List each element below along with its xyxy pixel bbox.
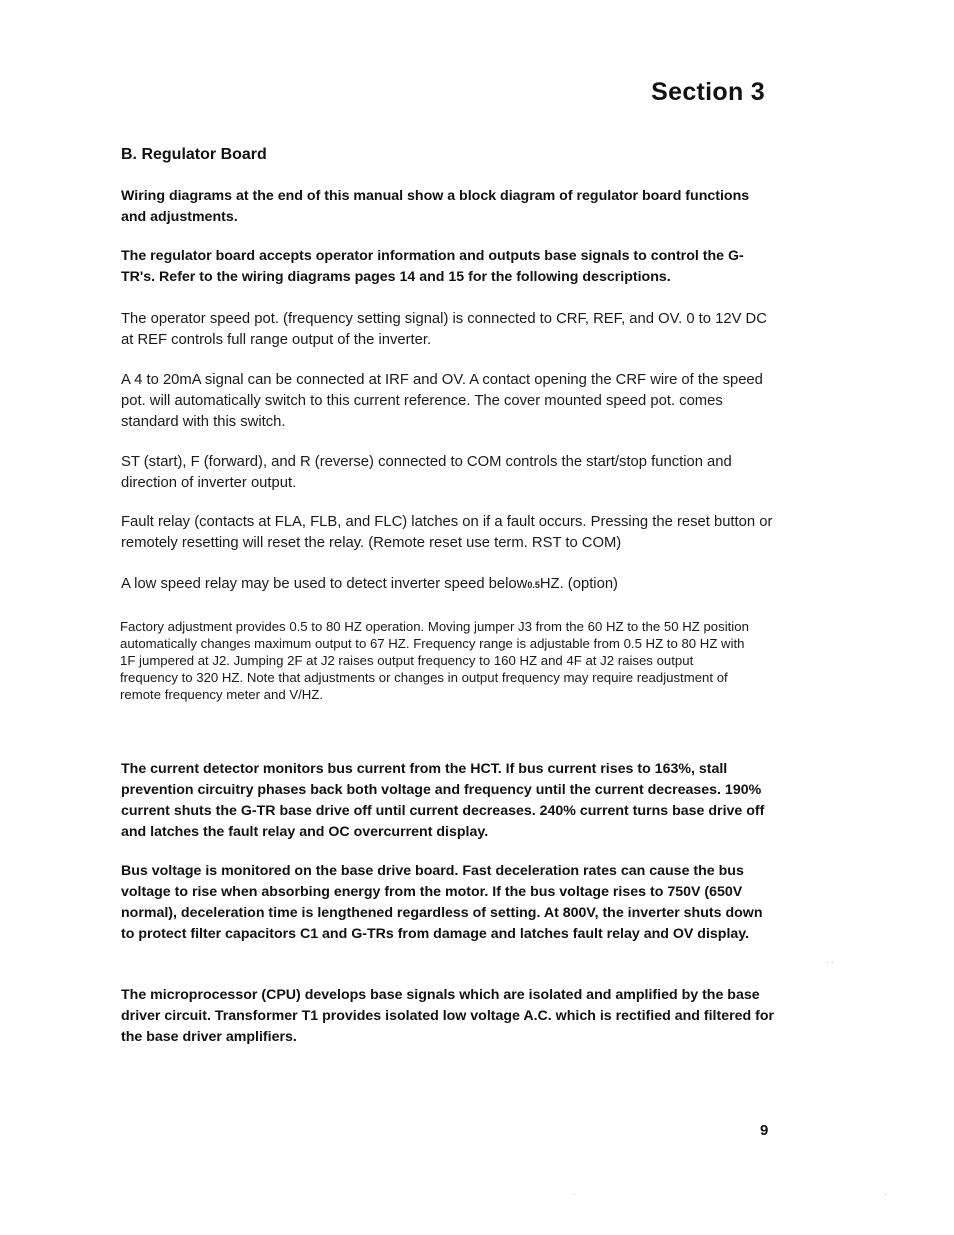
paragraph-low-speed-relay <box>121 574 776 596</box>
paragraph-current-signal: A 4 to 20mA signal can be connected at IRF and OV. A contact opening the CRF wire of the speed pot. will automatically switch to this current reference. The cover mounted speed pot. comes standard with this switch. <box>121 372 763 430</box>
scan-speck: · · <box>826 958 834 967</box>
paragraph-fault-relay: Fault relay (contacts at FLA, FLB, and FLC) latches on if a fault occurs. Pressing the reset button or remotely resetting will reset the relay. (Remote reset use term. RST to COM) <box>121 514 773 551</box>
paragraph-regulator-inputs: The regulator board accepts operator information and outputs base signals to control the G-TR's. Refer to the wiring diagrams pages 14 and 15 for the following descriptions. <box>121 248 744 285</box>
paragraph-speed-pot: The operator speed pot. (frequency setting signal) is connected to CRF, REF, and OV. 0 to 12V DC at REF controls full range output of the inverter. <box>121 311 767 348</box>
page-number: 9 <box>760 1122 769 1139</box>
low-speed-text-before: A low speed relay may be used to detect inverter speed below <box>121 576 528 592</box>
paragraph-factory-adjustment: Factory adjustment provides 0.5 to 80 HZ operation. Moving jumper J3 from the 60 HZ to the 50 HZ position automatically changes maximum output to 67 HZ. Frequency range is adjustable from 0.5 HZ to 80 HZ with 1F jumpered at J2. Jumping 2F at J2 raises output frequency to 160 HZ and 4F at J2 raises output frequency to 320 HZ. Note that adjustments or changes in output frequency may require readjustment of remote frequency meter and V/HZ. <box>120 619 749 702</box>
section-title: Section 3 <box>651 78 765 106</box>
paragraph-current-detector: The current detector monitors bus current from the HCT. If bus current rises to 163%, stall prevention circuitry phases back both voltage and frequency until the current decreases. 190% current shuts the G-TR base drive off until current decreases. 240% current turns base drive off and latches the fault relay and OC overcurrent display. <box>121 761 765 840</box>
low-speed-text-after: HZ. (option) <box>539 576 618 592</box>
paragraph-microprocessor: The microprocessor (CPU) develops base signals which are isolated and amplified by the base driver circuit. Transformer T1 provides isolated low voltage A.C. which is rectified and filtered for the base driver amplifiers. <box>121 987 775 1045</box>
scan-speck: · <box>573 1190 576 1199</box>
regulator-board-heading: B. Regulator Board <box>121 146 267 163</box>
scan-speck: · <box>884 1190 887 1199</box>
low-speed-value: 0.5 <box>527 580 540 590</box>
paragraph-bus-voltage: Bus voltage is monitored on the base drive board. Fast deceleration rates can cause the bus voltage to rise when absorbing energy from the motor. If the bus voltage rises to 750V (650V normal), deceleration time is lengthened regardless of setting. At 800V, the inverter shuts down to protect filter capacitors C1 and G-TRs from damage and latches fault relay and OV display. <box>121 863 763 942</box>
paragraph-start-stop: ST (start), F (forward), and R (reverse) connected to COM controls the start/stop function and direction of inverter output. <box>121 454 732 491</box>
paragraph-wiring-diagrams: Wiring diagrams at the end of this manual show a block diagram of regulator board functions and adjustments. <box>121 188 750 225</box>
